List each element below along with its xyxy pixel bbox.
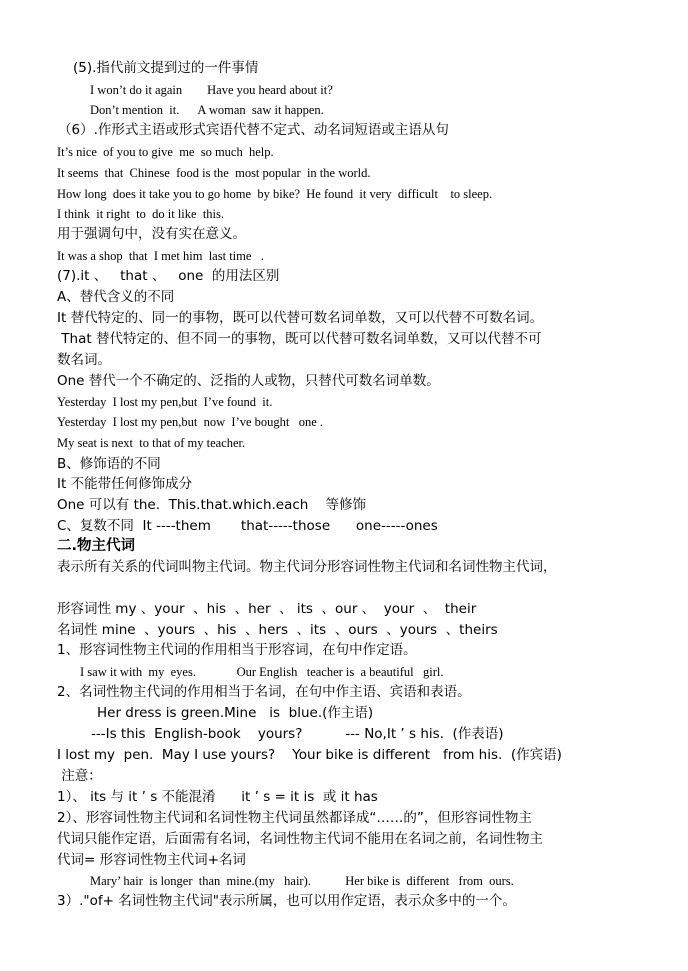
text-line: It was a shop that I met him last time . [57, 249, 264, 263]
text-line: It seems that Chinese food is the most popular in the world. [57, 166, 371, 180]
text-line: Her dress is green.Mine is blue.(作主语) [97, 705, 374, 721]
text-line: 代词= 形容词性物主代词+名词 [57, 852, 246, 868]
text-line: One 替代一个不确定的、泛指的人或物，只替代可数名词单数。 [57, 373, 440, 389]
text-line: （6）.作形式主语或形式宾语代替不定式、动名词短语或主语从句 [58, 122, 449, 138]
text-line: I won’t do it again Have you heard about it? [90, 83, 333, 97]
text-line: It’s nice of you to give me so much help. [57, 145, 274, 159]
text-line: 2）、形容词性物主代词和名词性物主代词虽然都译成“……的”，但形容词性物主 [57, 810, 532, 826]
text-line: It 替代特定的、同一的事物，既可以代替可数名词单数，又可以代替不可数名词。 [57, 310, 544, 326]
text-line: It 不能带任何修饰成分 [57, 476, 193, 492]
text-line: 2、名词性物主代词的作用相当于名词，在句中作主语、宾语和表语。 [57, 684, 471, 700]
text-line: Yesterday I lost my pen,but I’ve found it. [57, 395, 273, 409]
text-line: 代词只能作定语，后面需有名词，名词性物主代词不能用在名词之前，名词性物主 [57, 831, 543, 847]
text-line: 用于强调句中，没有实在意义。 [57, 226, 246, 242]
text-line: I think it right to do it like this. [57, 207, 225, 221]
text-line: 表示所有关系的代词叫物主代词。物主代词分形容词性物主代词和名词性物主代词， [57, 559, 557, 575]
text-line: I lost my pen. May I use yours? Your bike is different from his. (作宾语) [57, 747, 562, 763]
text-line: 1、形容词性物主代词的作用相当于形容词，在句中作定语。 [57, 642, 417, 658]
text-line: ---Is this English-book yours? --- No,It ’ s his. (作表语) [91, 726, 504, 742]
text-line: One 可以有 the. This.that.which.each 等修饰 [57, 497, 367, 513]
text-line: (5).指代前文提到过的一件事情 [73, 60, 259, 76]
text-line: How long does it take you to go home by bike? He found it very difficult to sleep. [57, 187, 493, 201]
text-line: Mary’ hair is longer than mine.(my hair). Her bike is different from ours. [90, 874, 514, 888]
text-line: Yesterday I lost my pen,but now I’ve bought one . [57, 415, 324, 429]
section-heading: A、替代含义的不同 [57, 289, 175, 305]
text-line: (7).it 、 that 、 one 的用法区别 [57, 268, 280, 284]
text-line: 1）、 its 与 it ’ s 不能混淆 it ’ s = it is 或 it has [57, 789, 378, 805]
chapter-heading: 二.物主代词 [57, 538, 136, 554]
section-heading: B、修饰语的不同 [57, 456, 161, 472]
text-line: 名词性 mine 、yours 、his 、hers 、its 、ours 、yours 、theirs [57, 622, 498, 638]
text-line: 形容词性 my 、your 、his 、her 、 its 、our 、 your 、 their [57, 601, 477, 617]
text-line: My seat is next to that of my teacher. [57, 436, 246, 450]
text-line: 数名词。 [57, 352, 111, 368]
text-line: I saw it with my eyes. Our English teacher is a beautiful girl. [80, 665, 444, 679]
text-line: 3）."of+ 名词性物主代词"表示所属，也可以用作定语，表示众多中的一个。 [57, 893, 516, 909]
text-line: That 替代特定的、但不同一的事物，既可以代替可数名词单数，又可以代替不可 [57, 331, 542, 347]
text-line: Don’t mention it. A woman saw it happen. [90, 103, 324, 117]
text-line: 注意： [57, 768, 102, 784]
section-heading: C、复数不同 It ----them that-----those one-----ones [57, 518, 438, 534]
